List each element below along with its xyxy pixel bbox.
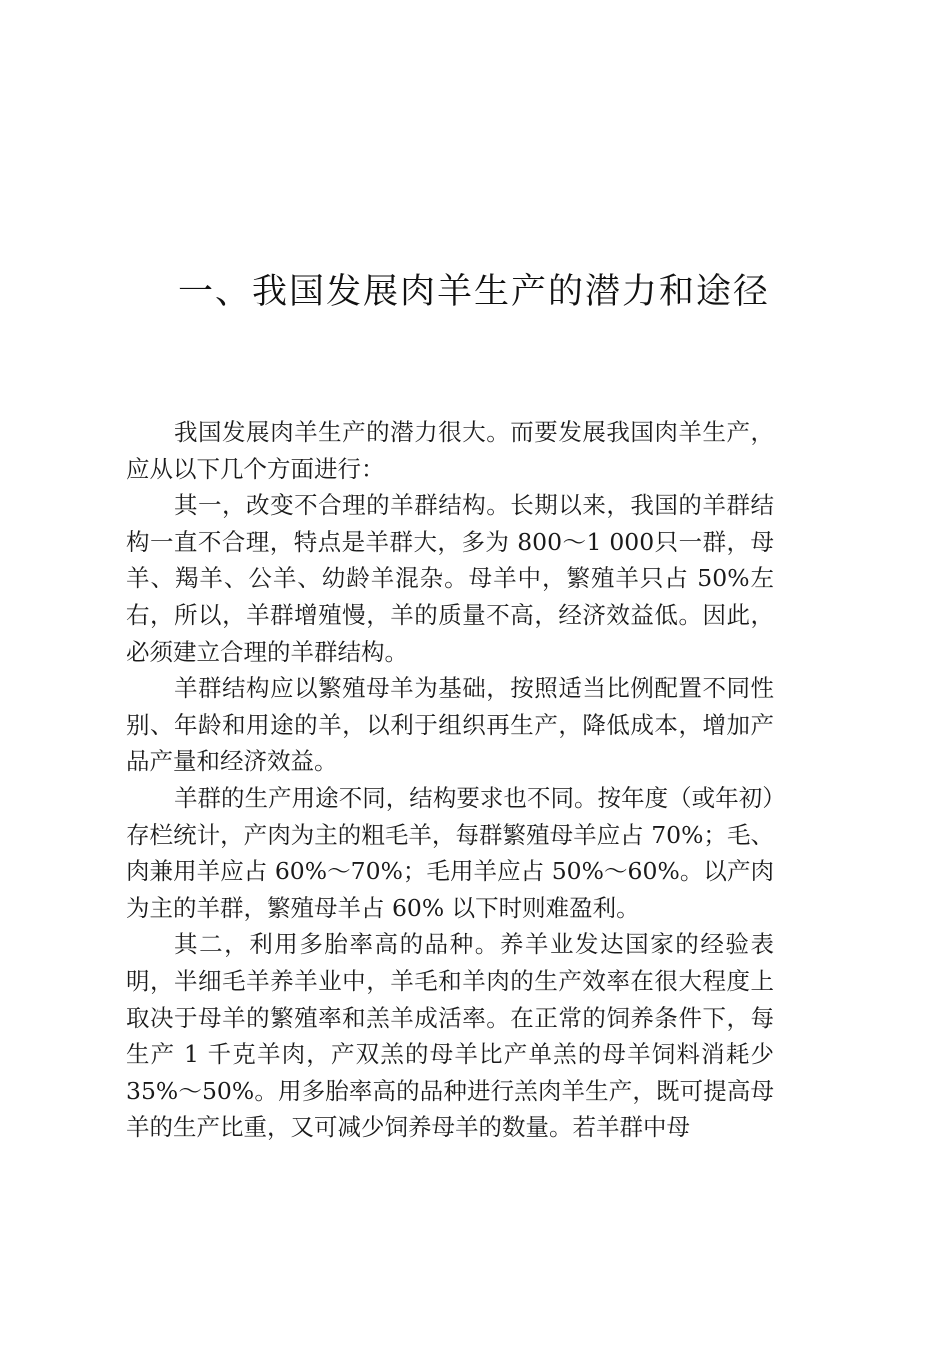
chapter-title: 一、我国发展肉羊生产的潜力和途径	[178, 272, 771, 312]
body-text	[126, 414, 774, 1146]
paragraph-production-use: 羊群的生产用途不同，结构要求也不同。按年度（或年初）存栏统计，产肉为主的粗毛羊，每群繁殖母羊应占 70%；毛、肉兼用羊应占 60%～70%；毛用羊应占 50%～60%。以产肉为主的羊群，繁殖母羊占 60% 以下时则难盈利。	[126, 783, 774, 922]
paragraph-prolific-breeds: 其二，利用多胎率高的品种。养羊业发达国家的经验表明，半细毛羊养羊业中，羊毛和羊肉的生产效率在很大程度上取决于母羊的繁殖率和羔羊成活率。在正常的饲养条件下，每生产 1 千克羊肉，产双羔的母羊比产单羔的母羊饲料消耗少 35%～50%。用多胎率高的品种进行羔肉羊生产，既可提高母羊的生产比重，又可减少饲养母羊的数量。若羊群中母	[126, 930, 774, 1142]
paragraph-intro: 我国发展肉羊生产的潜力很大。而要发展我国肉羊生产，应从以下几个方面进行：	[126, 418, 774, 483]
paragraph-flock-structure: 其一，改变不合理的羊群结构。长期以来，我国的羊群结构一直不合理，特点是羊群大，多为 800～1 000只一群，母羊、羯羊、公羊、幼龄羊混杂。母羊中，繁殖羊只占 50%左右，所以，羊群增殖慢，羊的质量不高，经济效益低。因此，必须建立合理的羊群结构。	[126, 491, 774, 666]
paragraph-flock-basis: 羊群结构应以繁殖母羊为基础，按照适当比例配置不同性别、年龄和用途的羊，以利于组织再生产，降低成本，增加产品产量和经济效益。	[126, 674, 774, 776]
